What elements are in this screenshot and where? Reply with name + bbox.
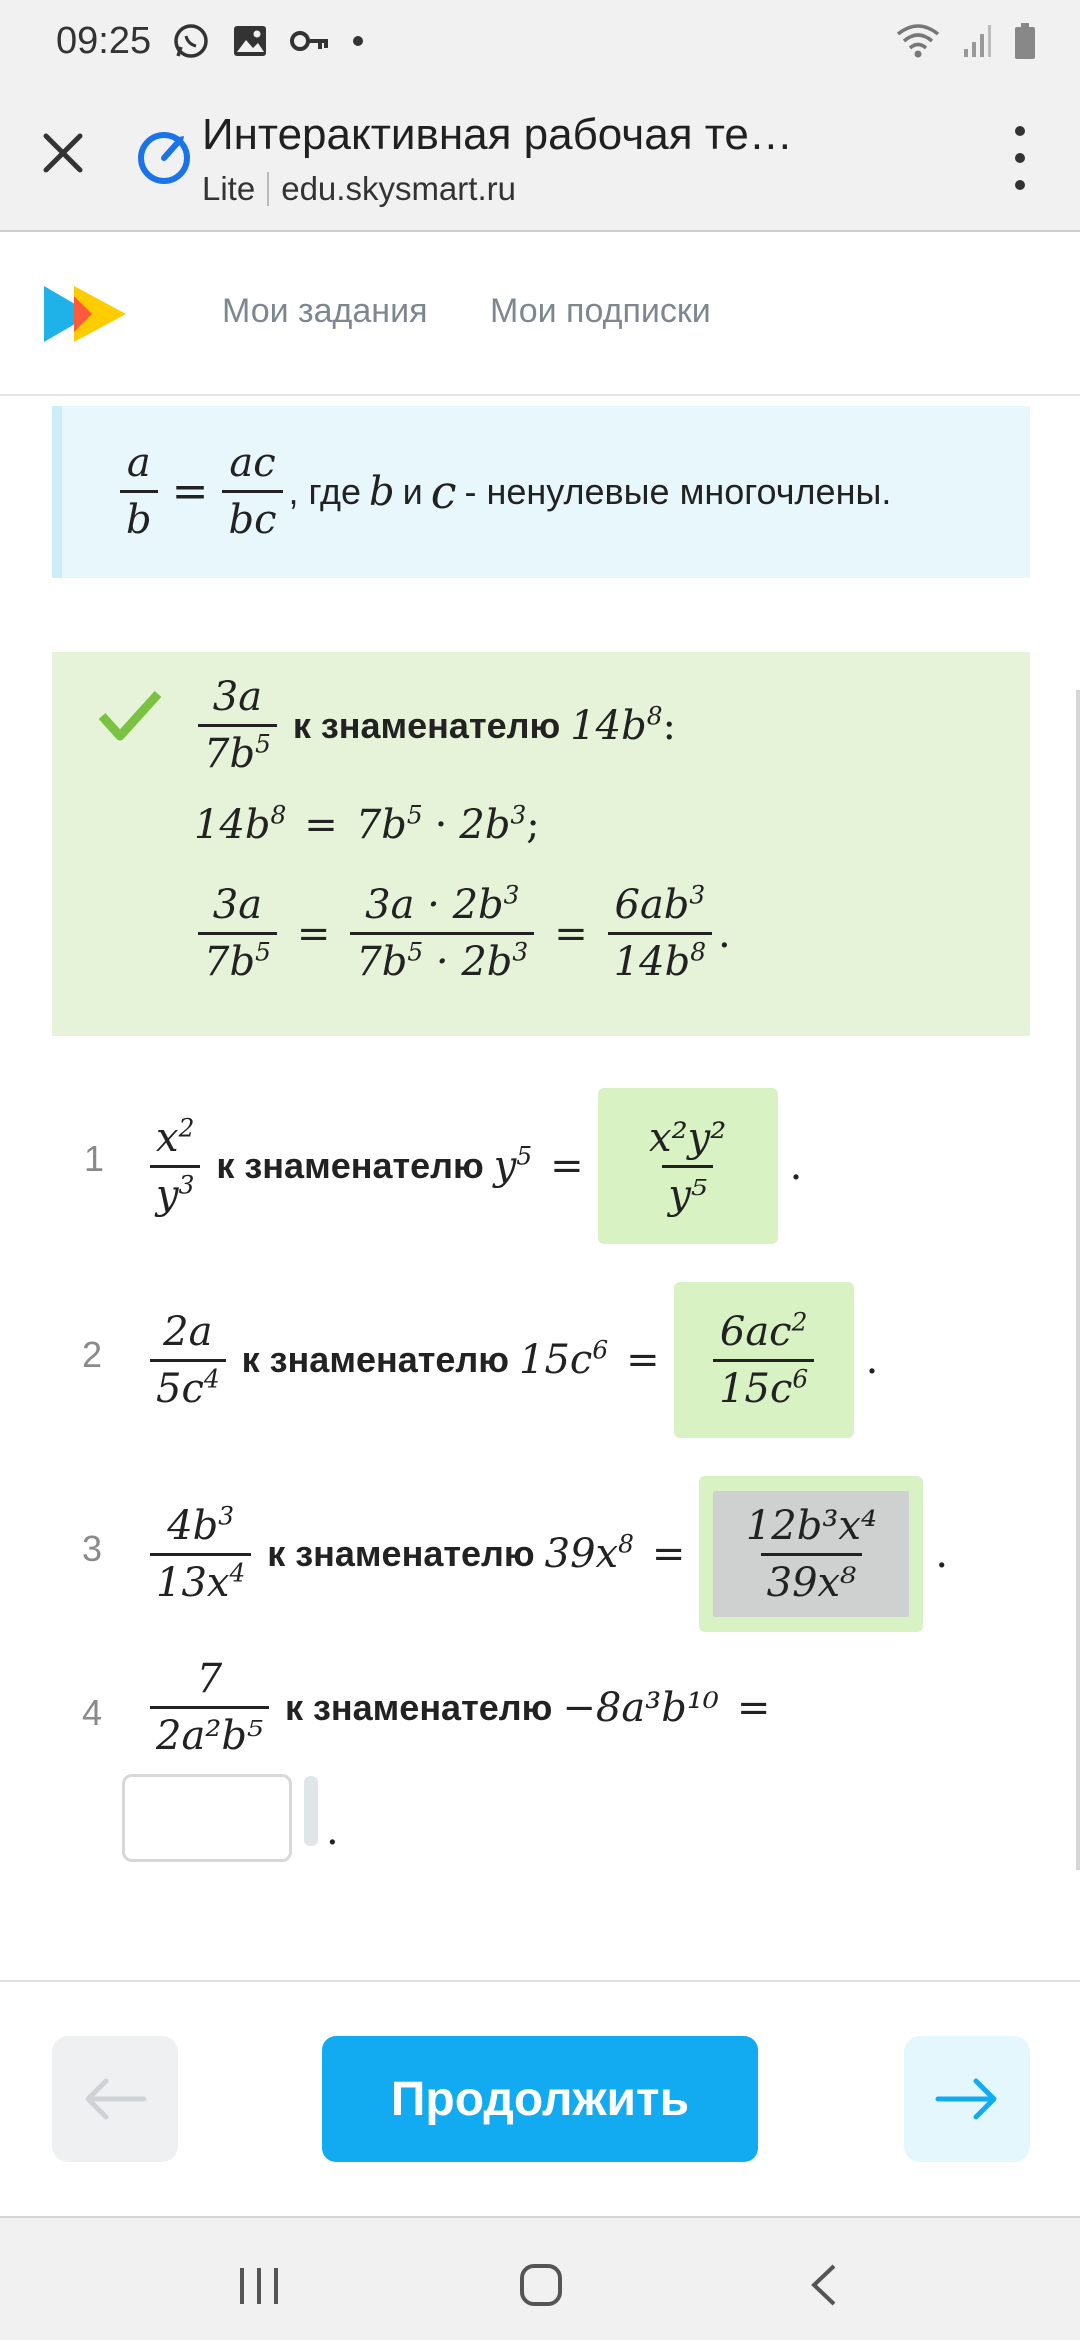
rule-var-b: b: [369, 468, 395, 515]
status-bar: [0, 0, 1080, 84]
rule-fraction-right: $\frac{ac}{bc}$: [222, 440, 282, 543]
answer-field-2[interactable]: $\frac{6ac^2}{15c^6}$: [674, 1282, 854, 1438]
rule-text-post: - ненулевые многочлены.: [464, 470, 892, 512]
rule-fraction-left: $\frac{a}{b}$: [120, 440, 158, 543]
arrow-right-icon: [904, 2036, 1030, 2162]
task-3: $\frac{4b^3}{13x^4}$ к знаменателю $39x^8$ = $\frac{\text{12b³x⁴}}{\text{39x⁸}}$ .: [144, 1476, 948, 1632]
domain-text: edu.skysmart.ru: [281, 170, 516, 207]
site-header: [0, 232, 1080, 396]
next-button[interactable]: [904, 2036, 1030, 2162]
selected-answer: $\frac{\text{12b³x⁴}}{\text{39x⁸}}$: [713, 1491, 909, 1617]
lite-badge: Lite: [202, 170, 256, 207]
task-1: $\frac{x^2}{y^3}$ к знаменателю $y^5$ = $\frac{\text{x²y²}}{\text{y⁵}}$ .: [144, 1088, 802, 1244]
task-2: $\frac{2a}{5c^4}$ к знаменателю $15c^6$ = $\frac{6ac^2}{15c^6}$ .: [144, 1282, 878, 1438]
input-resize-handle[interactable]: [304, 1776, 318, 1846]
home-icon[interactable]: [518, 2262, 564, 2308]
battery-icon: [1014, 22, 1036, 60]
close-icon[interactable]: [36, 126, 90, 180]
whatsapp-icon: [172, 22, 210, 60]
answer-field-1[interactable]: $\frac{\text{x²y²}}{\text{y⁵}}$: [598, 1088, 778, 1244]
notification-dot-icon: [352, 35, 364, 47]
scrollbar[interactable]: [1076, 690, 1080, 1870]
status-time: 09:25: [56, 20, 152, 62]
example-line-3: $\frac{3a}{7b^5}$ = $\frac{3a \cdot 2b^3}{7b^5 \cdot 2b^3}$ = $\frac{6ab^3}{14b^8}$ .: [192, 882, 731, 985]
divider: [267, 172, 269, 206]
previous-button[interactable]: [52, 2036, 178, 2162]
rule-text: $\frac{a}{b}$ = $\frac{ac}{bc}$ , где b и c - ненулевые многочлены.: [114, 440, 891, 543]
nav-my-subscriptions[interactable]: Мои подписки: [490, 292, 711, 330]
task-number: 1: [84, 1138, 105, 1179]
task-number: 4: [82, 1692, 103, 1733]
back-icon[interactable]: [804, 2262, 844, 2308]
rule-text-pre: , где: [288, 470, 362, 512]
page-url: [202, 170, 516, 208]
task-4: $\frac{7}{\text{2a²b⁵}}$ к знаменателю −8a³b¹⁰ =: [144, 1656, 770, 1759]
gallery-icon: [232, 24, 268, 58]
example-line-2: $14b^8$ = $7b^5$ · $2b^3$ ;: [194, 800, 540, 848]
worksheet-content: $\frac{a}{b}$ = $\frac{ac}{bc}$ , где b и c - ненулевые многочлены. $\frac{3a}{7b^5}$ к знаменателю $14b^8$ : $14b^8$ = $7b^5$ · $2b^3$ ; $\frac{3a}{7b^5}$ = $\frac{3a \cdot 2b^3}{7b^5 \cdot 2b^3}$ = $\frac{6ab^3}{14b^8}$ . 1 $\frac{x^2}{y^3}$ к знаменателю $y^5$ = $\frac{\text{x²y²}}{\text{y⁵}}$ . 2 $\frac{2a}{5c^4}$ к знаменателю $15c^6$ = $\frac{6ac^2}{15c^6}$ . 3 $\frac{4b^3}{13x^4}$ к знаменателю $39x^8$ = $\frac{\text{12b³x⁴}}{\text{39x⁸}}$ . 4 $\frac{7}{\text{2a²b⁵}}$ к знаменателю −8a³b¹⁰ = .: [0, 398, 1080, 1980]
wifi-icon: [896, 22, 940, 60]
task-number: 3: [82, 1528, 103, 1569]
nav-my-tasks[interactable]: Мои задания: [222, 292, 428, 330]
site-secure-icon: [134, 128, 194, 188]
rule-var-c: c: [430, 464, 457, 519]
example-solution-box: [52, 652, 1030, 1036]
task-number: 2: [82, 1334, 103, 1375]
more-options-icon[interactable]: [1000, 126, 1040, 190]
arrow-left-icon: [52, 2036, 178, 2162]
example-line-1: $\frac{3a}{7b^5}$ к знаменателю $14b^8$ :: [192, 674, 676, 777]
recent-apps-icon[interactable]: [236, 2266, 282, 2306]
page-title: Интерактивная рабочая те…: [202, 110, 793, 159]
skysmart-logo[interactable]: [40, 280, 130, 348]
rule-box: [52, 406, 1030, 578]
continue-button[interactable]: Продолжить: [322, 2036, 758, 2162]
system-navigation-bar: [0, 2216, 1080, 2340]
checkmark-icon: [98, 688, 162, 744]
bottom-controls: [0, 1980, 1080, 2216]
answer-field-3[interactable]: [699, 1476, 923, 1632]
browser-toolbar: [0, 84, 1080, 232]
answer-input-4[interactable]: [122, 1774, 292, 1862]
signal-icon: [962, 23, 992, 59]
key-icon: [290, 26, 330, 56]
rule-and: и: [402, 470, 423, 512]
